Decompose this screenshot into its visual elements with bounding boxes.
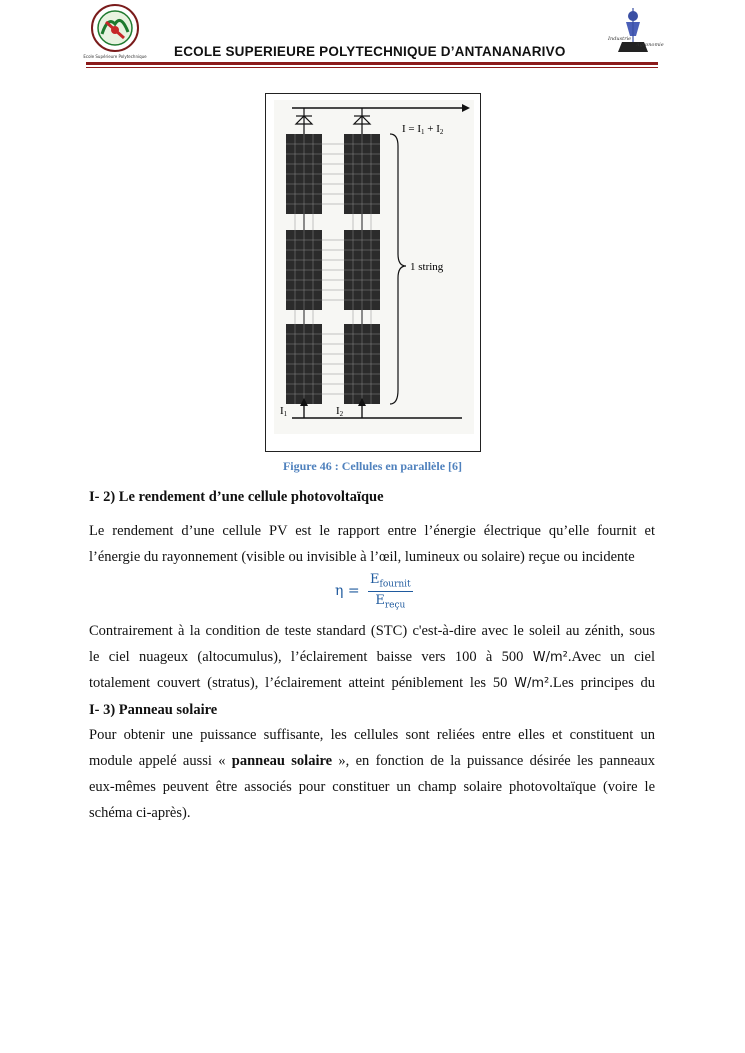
unit-wm2: W/m² — [514, 676, 550, 691]
i2-label: I2 — [336, 405, 344, 418]
svg-text:Ecole Supérieure Polytechnique: Ecole Supérieure Polytechnique — [83, 54, 147, 59]
i1-label: I1 — [280, 405, 288, 418]
section-heading-panneau: I- 3) Panneau solaire — [89, 702, 218, 718]
svg-text:Agronomie: Agronomie — [636, 42, 664, 48]
string-label: 1 string — [410, 261, 444, 273]
page-header — [83, 0, 664, 72]
illumination-paragraph — [89, 618, 655, 696]
current-sum-label: I = I1 + I2 — [402, 123, 444, 136]
header-rule-thick — [86, 62, 658, 65]
header-rule-thin — [86, 67, 658, 68]
paragraph-line: l’énergie du rayonnement (visible ou invisible à l’œil, lumineux ou solaire) reçue ou incidente — [89, 549, 635, 565]
paragraph-line: eux-mêmes peuvent être associés pour constituer un champ solaire photovoltaïque (voire le — [89, 779, 655, 795]
rendement-paragraph — [89, 518, 655, 570]
parallel-cells-diagram — [266, 94, 480, 451]
paragraph-line: le ciel nuageux (altocumulus), l’éclairement baisse vers 100 à 500 W/m².Avec un ciel — [89, 649, 656, 665]
panneau-paragraph — [89, 722, 655, 826]
school-name: ECOLE SUPERIEURE POLYTECHNIQUE D’ANTANANARIVO — [174, 44, 566, 59]
paragraph-line: Le rendement d’une cellule PV est le rapport entre l’énergie électrique qu’elle fournit et — [89, 523, 655, 539]
paragraph-line: Contrairement à la condition de teste standard (STC) c'est-à-dire avec le soleil au zénith, sous — [89, 623, 655, 639]
paragraph-line: totalement couvert (stratus), l’éclairement atteint péniblement les 50 W/m².Les principes du — [89, 675, 656, 691]
figure-caption: Figure 46 : Cellules en parallèle [6] — [282, 459, 463, 473]
paragraph-line: module appelé aussi « panneau solaire », en fonction de la puissance désirée les panneaux — [89, 753, 655, 769]
paragraph-line: Pour obtenir une puissance suffisante, les cellules sont reliées entre elles et constituent un — [89, 727, 655, 743]
department-logo — [606, 6, 664, 60]
svg-text:Industrie: Industrie — [608, 36, 632, 42]
paragraph-line: schéma ci-après). — [89, 805, 191, 821]
section-heading-rendement: I- 2) Le rendement d’une cellule photovoltaïque — [89, 489, 384, 505]
parallel-cells-figure — [265, 93, 481, 452]
unit-wm2: W/m² — [532, 650, 568, 665]
bold-term: panneau solaire — [231, 753, 333, 769]
school-logo — [83, 2, 147, 60]
efficiency-equation: η = $\frac{E_{fournit}}{E_{reçu}}$ — [335, 572, 411, 611]
